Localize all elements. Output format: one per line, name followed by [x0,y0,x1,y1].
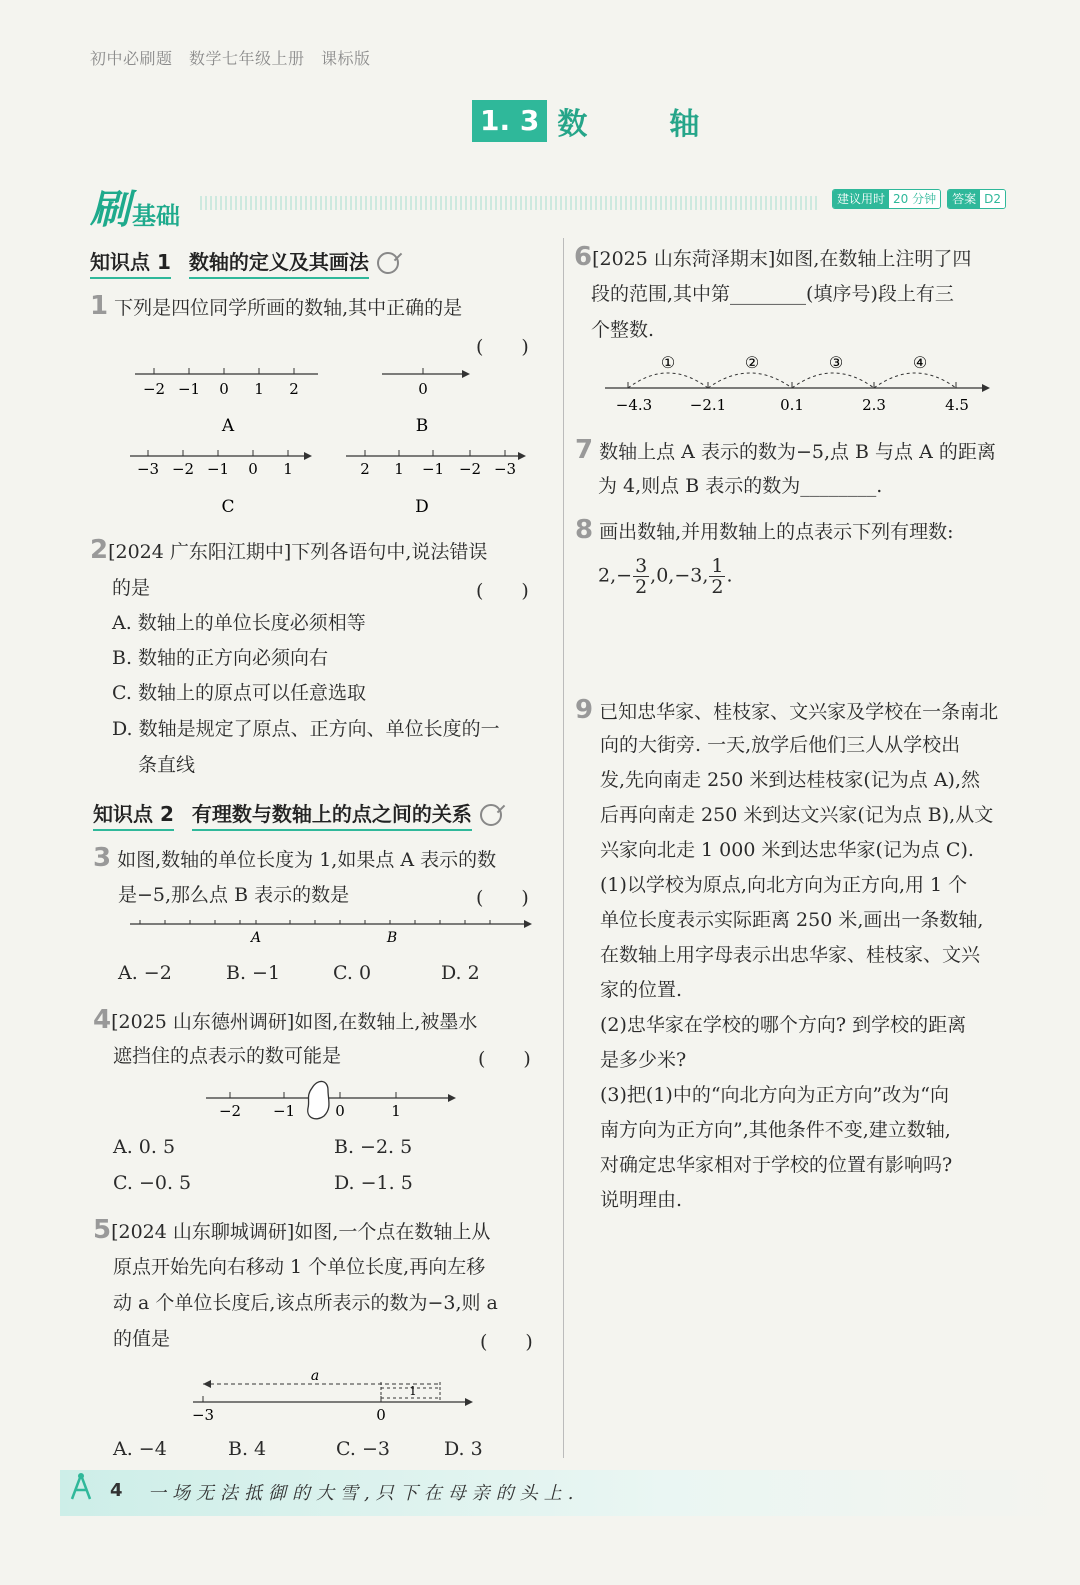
kp1-text: 数轴的定义及其画法 [189,246,369,279]
q9-line: 南方向为正方向”,其他条件不变,建立数轴, [600,1119,951,1141]
q9-line: 家的位置. [600,979,683,1001]
q6-tick: 0.1 [780,396,804,414]
section-number: 1. 3 [472,100,547,142]
q4-text-cont: 遮挡住的点表示的数可能是 [113,1045,342,1067]
brand-text: 基础 [132,202,180,230]
time-key: 建议用时 [833,190,889,208]
q5-text: [2024 山东聊城调研]如图,一个点在数轴上从 [111,1221,491,1243]
q3-option-d: D. 2 [441,962,480,984]
q8-fraction-den: 2 [711,576,724,598]
q6-stem [574,239,971,277]
pencil-check-icon [377,252,399,274]
q7-number: 7 [575,435,594,465]
q5-text-cont: 原点开始先向右移动 1 个单位长度,再向左移 [113,1256,486,1278]
q8-fraction [633,556,649,597]
q3-point-a: A [250,930,262,946]
answer-key: 答案 [948,190,980,208]
knowledge-point-2 [93,798,502,831]
q3-option-b: B. −1 [226,962,281,984]
q1-figure [120,358,550,523]
q4-answer-paren: ( ) [478,1048,531,1070]
q9-line: (2)忠华家在学校的哪个方向? 到学校的距离 [600,1014,967,1036]
q4-option-b: B. −2. 5 [334,1136,413,1158]
q1-d-tick: −2 [458,460,482,478]
q2-option-d: D. 数轴是规定了原点、正方向、单位长度的一 [112,718,500,740]
q5-text-cont: 的值是 [113,1328,171,1350]
q1-a-tick: −1 [177,380,201,398]
q8-prefix: 2,− [598,564,633,587]
q1-d-tick: −1 [421,460,445,478]
book-header: 初中必刷题 数学七年级上册 课标版 [90,49,371,68]
q6-tick: −2.1 [689,396,727,414]
q1-c-tick: −3 [136,460,160,478]
q9-line: 已知忠华家、桂枝家、文兴家及学校在一条南北 [599,701,999,723]
compass-logo-icon [66,1472,96,1502]
q1-number: 1 [90,291,109,321]
q1-text: 下列是四位同学所画的数轴,其中正确的是 [114,297,463,319]
q5-stem [93,1212,490,1250]
q8-number: 8 [575,515,594,545]
q1-stem [90,288,462,326]
q1-d-tick: 1 [394,460,404,478]
time-badge [832,189,941,209]
q3-point-b: B [386,930,398,946]
q9-stem [575,692,998,730]
q1-a-label: A [221,416,235,436]
q1-a-tick: 2 [289,380,299,398]
q1-axis-d [346,450,526,517]
q1-a-tick: 1 [254,380,264,398]
q5-text-cont: 动 a 个单位长度后,该点所表示的数为−3,则 a [113,1292,498,1314]
q3-figure [130,912,540,948]
q1-c-tick: 1 [283,460,293,478]
q6-segment-label: ③ [828,353,844,372]
section-brand [90,178,180,235]
q6-figure [600,350,1000,418]
q5-option-c: C. −3 [336,1438,390,1460]
q4-tick: −1 [272,1102,296,1120]
brand-char: 刷 [90,187,130,233]
q1-axis-a [135,368,318,436]
q2-answer-paren: ( ) [476,580,529,602]
section-line [200,196,820,210]
q6-text: [2025 山东菏泽期末]如图,在数轴上注明了四 [592,248,972,270]
answer-value: D2 [980,190,1005,208]
kp2-label: 知识点 2 [93,798,174,831]
q4-tick: −2 [218,1102,242,1120]
q2-option-d-cont: 条直线 [138,754,196,776]
q9-line: 向的大街旁. 一天,放学后他们三人从学校出 [600,734,961,756]
time-value: 20 分钟 [889,190,940,208]
q3-option-c: C. 0 [333,962,372,984]
q7-stem [575,432,996,470]
q2-option-b: B. 数轴的正方向必须向右 [112,647,329,669]
section-title [472,100,725,142]
q9-line: 后再向南走 250 米到达文兴家(记为点 B),从文 [600,804,994,826]
q6-tick: −4.3 [615,396,653,414]
q3-stem [93,840,496,878]
q4-number: 4 [93,1005,112,1035]
q1-d-tick: −3 [493,460,517,478]
q5-label-a: a [310,1368,320,1384]
answer-badge [947,189,1006,209]
q3-answer-paren: ( ) [476,887,529,909]
pencil-check-icon [480,804,502,826]
q2-number: 2 [90,535,109,565]
q3-option-a: A. −2 [118,962,172,984]
q1-d-tick: 2 [360,460,370,478]
q9-line: 单位长度表示实际距离 250 米,画出一条数轴, [600,909,984,931]
q5-option-b: B. 4 [228,1438,267,1460]
q1-b-tick: 0 [418,380,428,398]
q6-tick: 2.3 [862,396,886,414]
q7-text-cont: 为 4,则点 B 表示的数为________. [598,475,883,497]
q1-c-label: C [221,497,235,517]
q8-suffix: . [726,564,733,587]
q6-text-cont: 段的范围,其中第________(填序号)段上有三 [591,283,954,305]
q9-line: 兴家向北走 1 000 米到达忠华家(记为点 C). [600,839,974,861]
q5-number: 5 [93,1215,112,1245]
q7-text: 数轴上点 A 表示的数为−5,点 B 与点 A 的距离 [599,441,996,463]
q1-a-tick: −2 [142,380,166,398]
column-divider [563,238,564,1458]
q8-stem [575,512,954,550]
q3-text-cont: 是−5,那么点 B 表示的数是 [118,884,350,906]
ink-blot-icon [308,1081,329,1118]
q6-text-cont: 个整数. [591,319,655,341]
q4-stem [93,1002,477,1040]
q2-option-c: C. 数轴上的原点可以任意选取 [112,682,366,704]
q6-segment-label: ② [744,353,760,372]
q9-number: 9 [575,695,594,725]
q2-stem [90,532,487,570]
q5-figure [185,1362,485,1428]
q2-text: [2024 广东阳江期中]下列各语句中,说法错误 [108,541,488,563]
q4-figure [200,1078,470,1126]
q8-fraction-num: 3 [635,555,648,577]
q5-tick: 0 [376,1406,386,1424]
q9-line: 是多少米? [600,1049,687,1071]
q1-axis-c [130,450,312,517]
q4-tick: 1 [391,1102,401,1120]
q1-d-label: D [415,497,429,517]
q8-text: 画出数轴,并用数轴上的点表示下列有理数: [599,521,954,543]
q9-line: 发,先向南走 250 米到达桂枝家(记为点 A),然 [600,769,981,791]
q9-line: (3)把(1)中的“向北方向为正方向”改为“向 [600,1084,949,1106]
q4-option-c: C. −0. 5 [113,1172,192,1194]
q3-text: 如图,数轴的单位长度为 1,如果点 A 表示的数 [117,849,497,871]
q8-fraction-den: 2 [635,576,648,598]
q9-line: 说明理由. [600,1189,683,1211]
q6-number: 6 [574,242,593,272]
q2-option-a: A. 数轴上的单位长度必须相等 [112,612,366,634]
q4-option-d: D. −1. 5 [334,1172,413,1194]
q8-fraction-num: 1 [711,555,724,577]
q1-c-tick: −2 [171,460,195,478]
kp1-label: 知识点 1 [90,246,171,279]
footer-slogan: 一场无法抵御的大雪,只下在母亲的头上. [148,1483,580,1504]
q1-axis-b [382,368,470,436]
section-title-text: 数 轴 [557,107,726,142]
q2-text-cont: 的是 [112,577,151,599]
q1-b-label: B [415,416,429,436]
kp2-text: 有理数与数轴上的点之间的关系 [192,798,472,831]
section-badges [832,189,1006,209]
q4-text: [2025 山东德州调研]如图,在数轴上,被墨水 [111,1011,478,1033]
q4-option-a: A. 0. 5 [113,1136,176,1158]
q9-line: 对确定忠华家相对于学校的位置有影响吗? [600,1154,953,1176]
q9-line: (1)以学校为原点,向北方向为正方向,用 1 个 [600,874,968,896]
q1-answer-paren: ( ) [476,336,529,358]
knowledge-point-1 [90,246,399,279]
q8-mid: ,0,−3, [650,564,709,587]
q9-line: 在数轴上用字母表示出忠华家、桂枝家、文兴 [600,944,981,966]
q6-segment-label: ④ [912,353,928,372]
q1-c-tick: −1 [206,460,230,478]
q4-tick: 0 [335,1102,345,1120]
q5-label-1: 1 [409,1384,417,1398]
q1-a-tick: 0 [219,380,229,398]
page-number: 4 [110,1480,123,1501]
q6-tick: 4.5 [945,396,969,414]
q5-tick: −3 [191,1406,215,1424]
q3-number: 3 [93,843,112,873]
q5-option-d: D. 3 [444,1438,483,1460]
q5-option-a: A. −4 [113,1438,167,1460]
q8-fraction [709,556,725,597]
q5-answer-paren: ( ) [480,1331,533,1353]
q1-c-tick: 0 [248,460,258,478]
q6-segment-label: ① [660,353,676,372]
q8-numbers [598,556,733,597]
